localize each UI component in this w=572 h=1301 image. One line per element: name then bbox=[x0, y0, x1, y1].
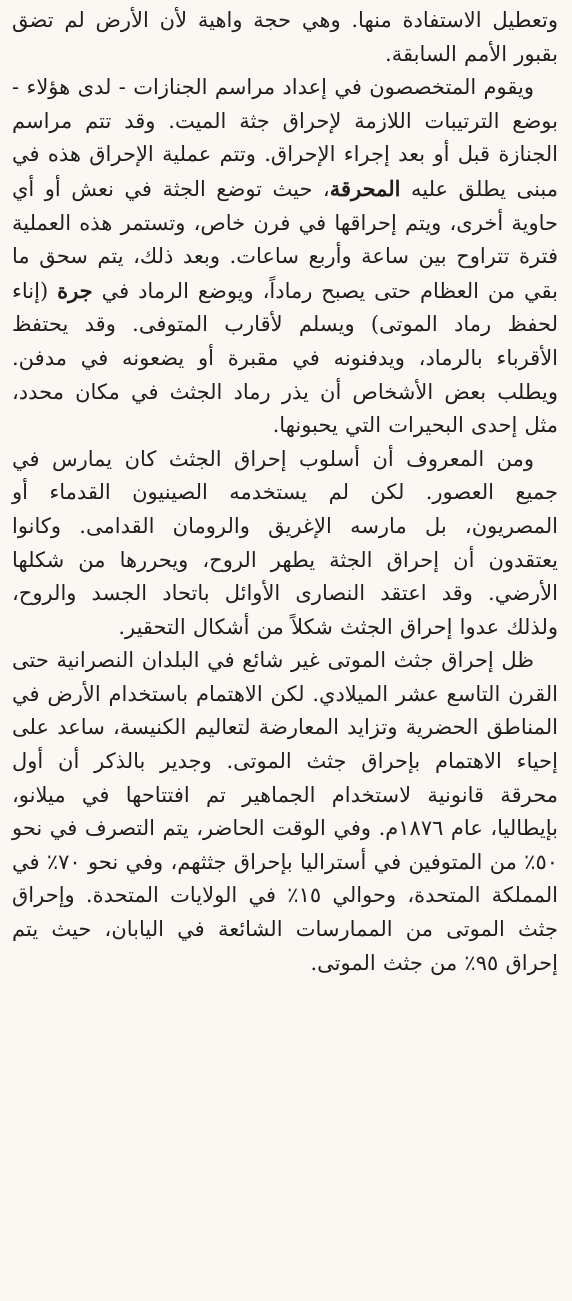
paragraph-2-text-b: ، حيث توضع الجثة في نعش أو أي حاوية أخرى، ويتم إحراقها في فرن خاص، وتستمر هذه العملية فترة تتراوح بين ساعة وأربع ساعات. وبعد ذلك، يتم سحق ما بقي من العظام حتى يصبح رماداً، ويوضع الرماد في bbox=[12, 176, 559, 303]
paragraph-3-text: ومن المعروف أن أسلوب إحراق الجثث كان يمارس في جميع العصور. لكن لم يستخدمه الصينيون القدماء أو المصريون، بل مارسه الإغريق والرومان القدامى. وكانوا يعتقدون أن إحراق الجثة يطهر الروح، ويحررها من شكلها الأرضي. وقد اعتقد النصارى الأوائل باتحاد الجسد والروح، ولذلك عدوا إحراق الجثث شكلاً من أشكال التحقير. bbox=[12, 446, 558, 639]
paragraph-4 bbox=[12, 644, 558, 980]
paragraph-1-text: وتعطيل الاستفادة منها. وهي حجة واهية لأن الأرض لم تضق بقبور الأمم السابقة. bbox=[12, 8, 558, 66]
paragraph-4-text: ظل إحراق جثث الموتى غير شائع في البلدان النصرانية حتى القرن التاسع عشر الميلادي. لكن الاهتمام باستخدام الأرض في المناطق الحضرية وتزايد المعارضة لتعاليم الكنيسة، ساعد على إحياء الاهتمام بإحراق جثث الموتى. وجدير بالذكر أن أول محرقة قانونية لاستخدام الجماهير تم افتتاحها في ميلانو، بإيطاليا، عام ١٨٧٦م. وفي الوقت الحاضر، يتم التصرف في نحو ٥٠٪ من المتوفين في أستراليا بإحراق جثثهم، وفي نحو ٧٠٪ في المملكة المتحدة، وحوالي ١٥٪ في الولايات المتحدة. وإحراق جثث الموتى من الممارسات الشائعة في اليابان، حيث يتم إحراق ٩٥٪ من جثث الموتى. bbox=[12, 648, 559, 975]
term-urn: جرة bbox=[57, 277, 93, 303]
paragraph-2 bbox=[12, 71, 558, 443]
paragraph-2-text-a: ويقوم المتخصصون في إعداد مراسم الجنازات - لدى هؤلاء - بوضع الترتيبات اللازمة لإحراق جثة الميت. وقد تتم مراسم الجنازة قبل أو بعد إجراء الإحراق. وتتم عملية الإحراق هذه في مبنى يطلق عليه bbox=[12, 75, 558, 201]
term-crematorium: المحرقة bbox=[329, 175, 401, 201]
paragraph-2-text-c: (إناء لحفظ رماد الموتى) ويسلم لأقارب المتوفى. وقد يحتفظ الأقرباء بالرماد، ويدفنونه في مقبرة أو يضعونه في مدفن. ويطلب بعض الأشخاص أن يذر رماد الجثث في مكان محدد، مثل إحدى البحيرات التي يحبونها. bbox=[12, 278, 558, 438]
paragraph-1 bbox=[12, 4, 558, 71]
paragraph-3 bbox=[12, 443, 558, 645]
